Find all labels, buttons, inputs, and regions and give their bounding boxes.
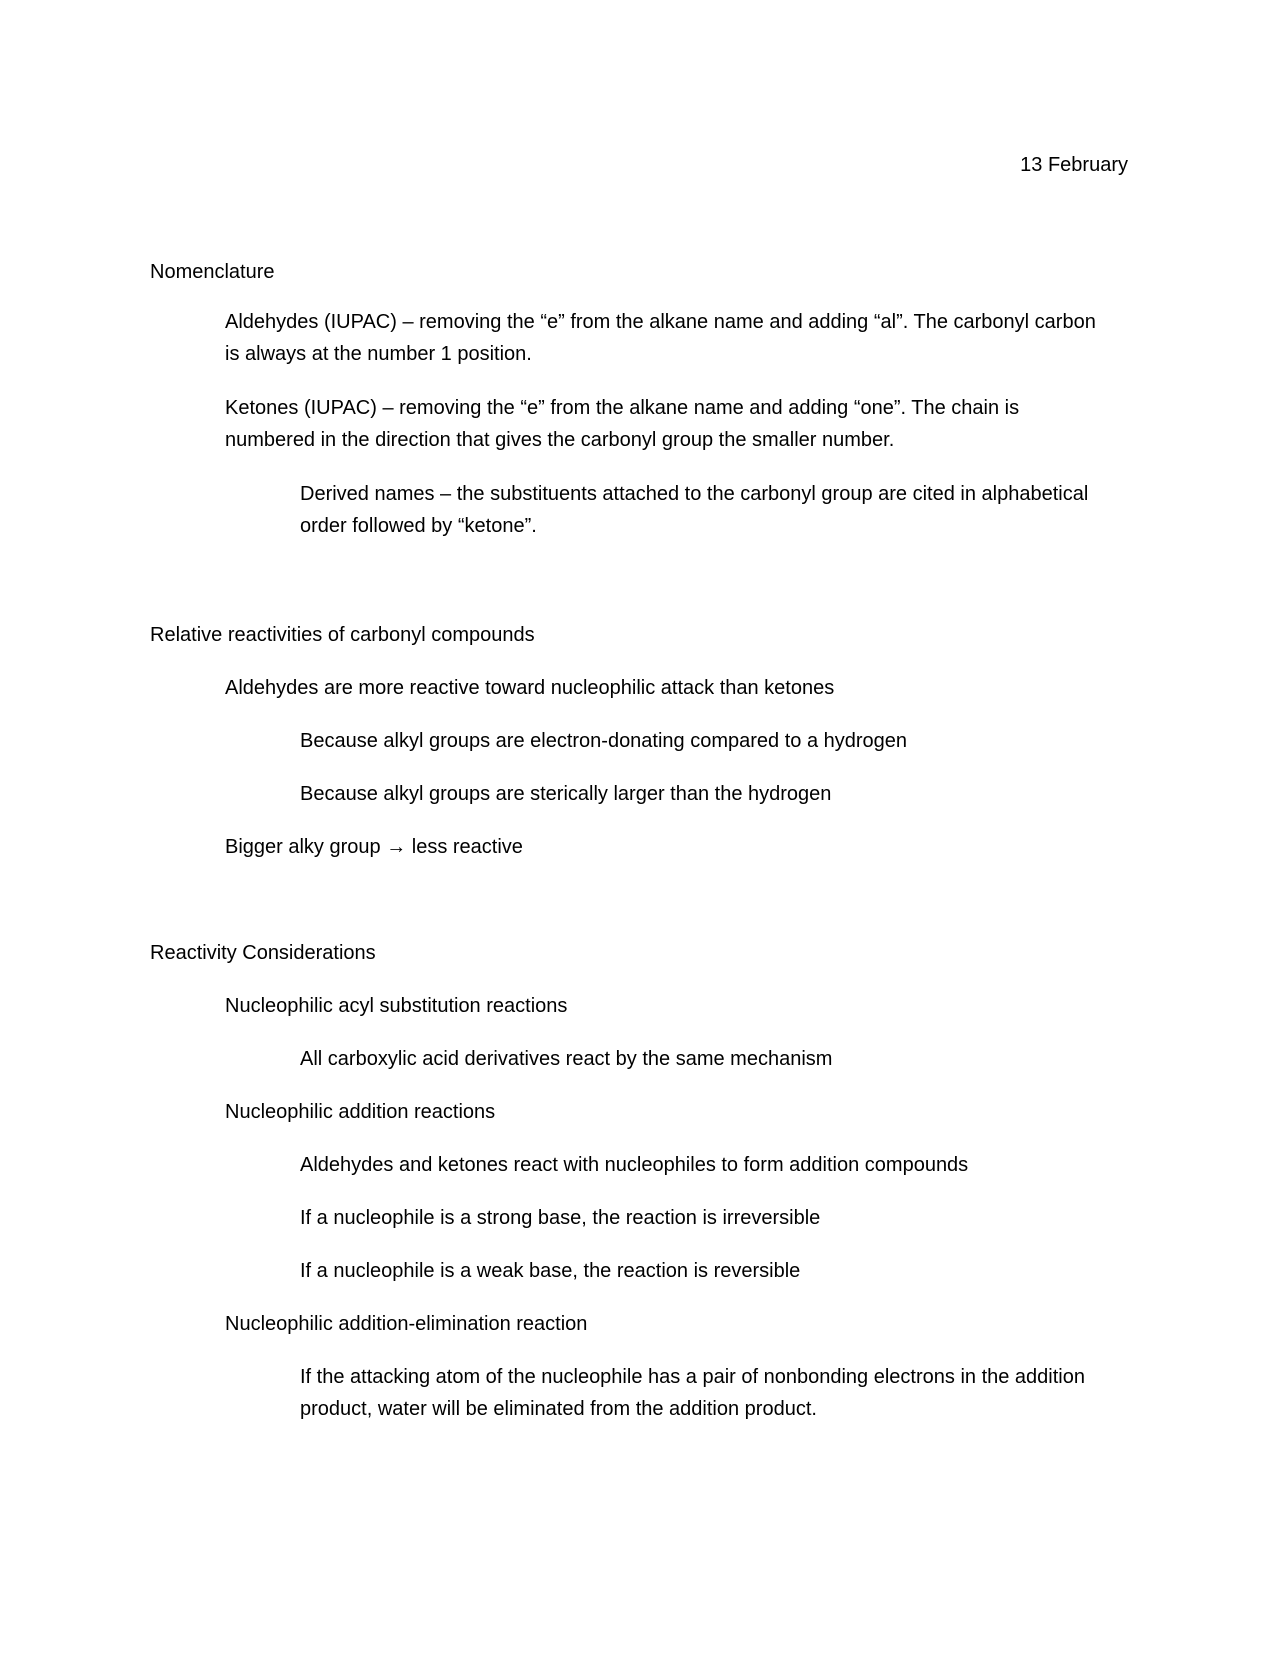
heading-relative-reactivities: Relative reactivities of carbonyl compounds [150, 624, 535, 646]
paragraph-nucleophilic-addition: Nucleophilic addition reactions [225, 1101, 496, 1123]
paragraph-reason-sterically-larger: Because alkyl groups are sterically larger than the hydrogen [300, 783, 832, 805]
paragraph-ketones-iupac: Ketones (IUPAC) – removing the “e” from the alkane name and adding “one”. The chain is numbered in the direction that gives the carbonyl group the smaller number. [225, 397, 1020, 451]
paragraph-addition-note-1: Aldehydes and ketones react with nucleophiles to form addition compounds [300, 1154, 969, 1176]
paragraph-aldehydes-more-reactive: Aldehydes are more reactive toward nucleophilic attack than ketones [225, 677, 835, 699]
paragraph-addition-elimination: Nucleophilic addition-elimination reaction [225, 1313, 588, 1335]
paragraph-bigger-alkyl-group: Bigger alky group → less reactive [225, 836, 523, 858]
paragraph-acyl-substitution-note: All carboxylic acid derivatives react by the same mechanism [300, 1048, 833, 1070]
paragraph-addition-elimination-note: If the attacking atom of the nucleophile has a pair of nonbonding electrons in the addition product, water will be eliminated from the addition product. [300, 1366, 1085, 1420]
paragraph-reason-electron-donating: Because alkyl groups are electron-donating compared to a hydrogen [300, 730, 908, 752]
date-header: 13 February [1020, 154, 1128, 176]
heading-reactivity-considerations: Reactivity Considerations [150, 942, 376, 964]
heading-nomenclature: Nomenclature [150, 261, 275, 283]
paragraph-addition-note-2: If a nucleophile is a strong base, the reaction is irreversible [300, 1207, 821, 1229]
paragraph-addition-note-3: If a nucleophile is a weak base, the reaction is reversible [300, 1260, 801, 1282]
paragraph-derived-names: Derived names – the substituents attached to the carbonyl group are cited in alphabetical order followed by “ketone”. [300, 483, 1089, 537]
paragraph-acyl-substitution: Nucleophilic acyl substitution reactions [225, 995, 568, 1017]
paragraph-aldehydes-iupac: Aldehydes (IUPAC) – removing the “e” from the alkane name and adding “al”. The carbonyl carbon is always at the number 1 position. [225, 311, 1096, 365]
